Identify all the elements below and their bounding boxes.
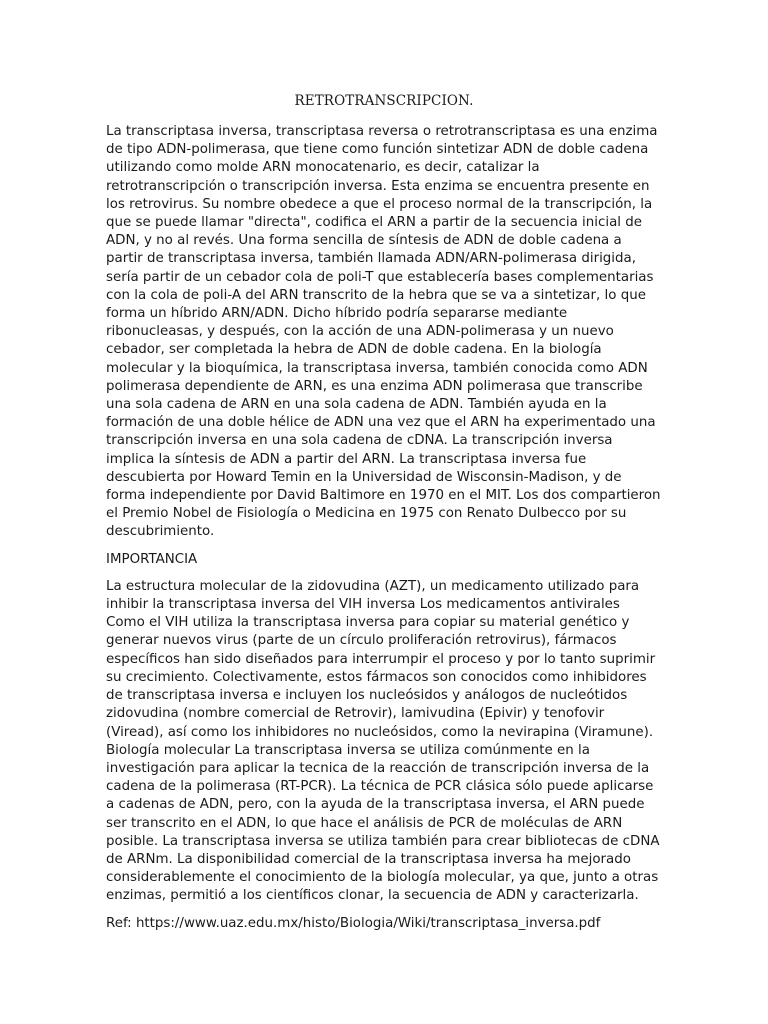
paragraph-importancia: La estructura molecular de la zidovudina (AZT), un medicamento utilizado para inhibir la transcriptasa inversa del VIH inversa Los medicamentos antivirales Como el VIH utiliza la transcriptasa inversa para copiar su material genético y generar nuevos virus (parte de un círculo proliferación retrovirus), fármacos específicos han sido diseñados para interrumpir el proceso y por lo tanto suprimir su crecimiento. Colectivamente, estos fármacos son conocidos como inhibidores de transcriptasa inversa e incluyen los nucleósidos y análogos de nucleótidos zidovudina (nombre comercial de Retrovir), lamivudina (Epivir) y tenofovir (Viread), así como los inhibidores no nucleósidos, como la nevirapina (Viramune). Biología molecular La transcriptasa inversa se utiliza comúnmente en la investigación para aplicar la tecnica de la reacción de transcripción inversa de la cadena de la polimerasa (RT-PCR). La técnica de PCR clásica sólo puede aplicarse a cadenas de ADN, pero, con la ayuda de la transcriptasa inversa, el ARN puede ser transcrito en el ADN, lo que hace el análisis de PCR de moléculas de ARN posible. La transcriptasa inversa se utiliza también para crear bibliotecas de cDNA de ARNm. La disponibilidad comercial de la transcriptasa inversa ha mejorado considerablemente el conocimiento de la biología molecular, ya que, junto a otras enzimas, permitió a los científicos clonar, la secuencia de ADN y caracterizarla. (106, 578, 660, 904)
document-title: RETROTRANSCRIPCION. (294, 93, 474, 109)
reference-line: Ref: https://www.uaz.edu.mx/histo/Biologia/Wiki/transcriptasa_inversa.pdf (106, 915, 601, 931)
section-heading-importancia: IMPORTANCIA (106, 551, 198, 567)
paragraph-intro: La transcriptasa inversa, transcriptasa reversa o retrotranscriptasa es una enzima de tipo ADN-polimerasa, que tiene como función sintetizar ADN de doble cadena utilizando como molde ARN monocatenario, es decir, catalizar la retrotranscripción o transcripción inversa. Esta enzima se encuentra presente en los retrovirus. Su nombre obedece a que el proceso normal de la transcripción, la que se puede llamar "directa", codifica el ARN a partir de la secuencia inicial de ADN, y no al revés. Una forma sencilla de síntesis de ADN de doble cadena a partir de transcriptasa inversa, también llamada ADN/ARN-polimerasa dirigida, sería partir de un cebador cola de poli-T que establecería bases complementarias con la cola de poli-A del ARN transcrito de la hebra que se va a sintetizar, lo que forma un híbrido ARN/ADN. Dicho híbrido podría separarse mediante ribonucleasas, y después, con la acción de una ADN-polimerasa y un nuevo cebador, ser completada la hebra de ADN de doble cadena. En la biología molecular y la bioquímica, la transcriptasa inversa, también conocida como ADN polimerasa dependiente de ARN, es una enzima ADN polimerasa que transcribe una sola cadena de ARN en una sola cadena de ADN. También ayuda en la formación de una doble hélice de ADN una vez que el ARN ha experimentado una transcripción inversa en una sola cadena de cDNA. La transcripción inversa implica la síntesis de ADN a partir del ARN. La transcriptasa inversa fue descubierta por Howard Temin en la Universidad de Wisconsin-Madison, y de forma independiente por David Baltimore en 1970 en el MIT. Los dos compartieron el Premio Nobel de Fisiología o Medicina en 1975 con Renato Dulbecco por su descubrimiento. (106, 124, 661, 540)
document-page (106, 90, 662, 933)
